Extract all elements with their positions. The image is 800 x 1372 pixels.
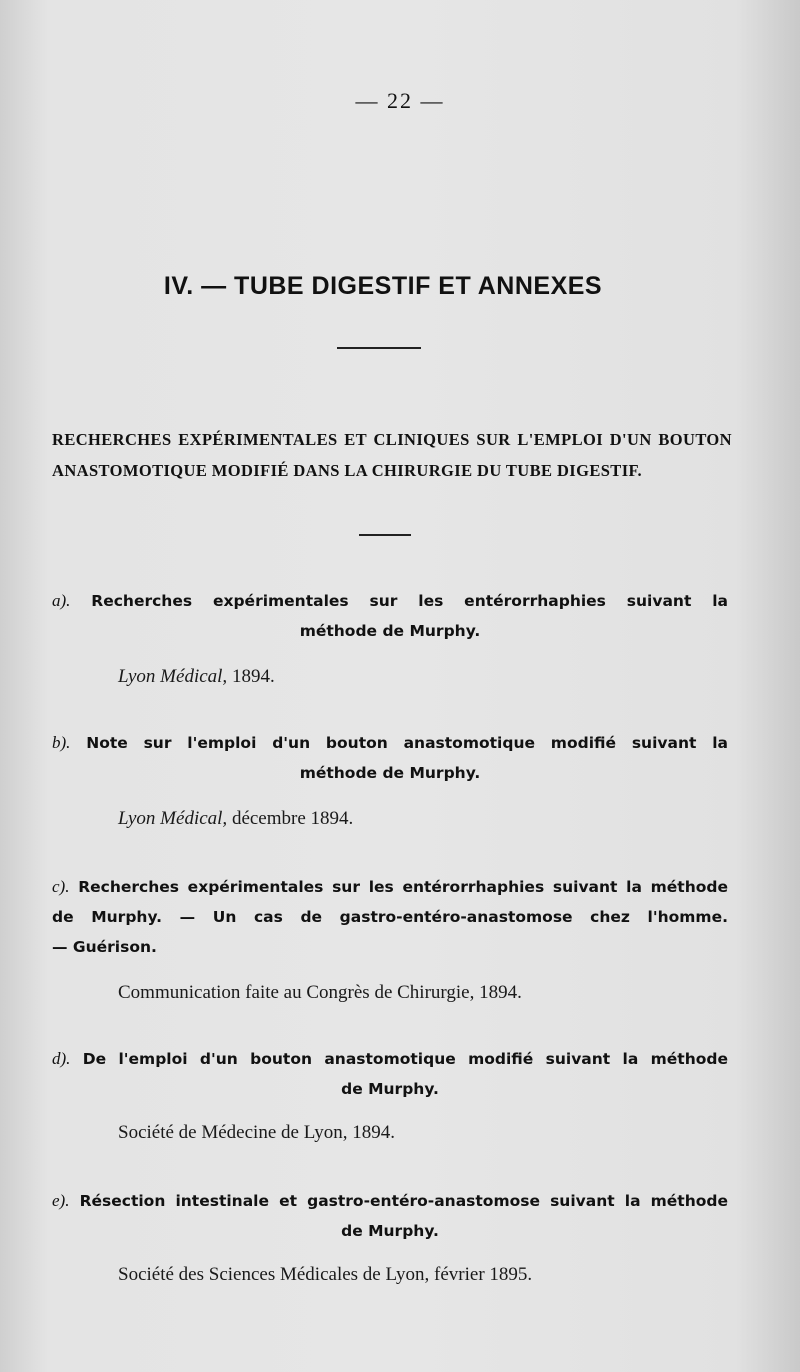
main-title: RECHERCHES EXPÉRIMENTALES ET CLINIQUES SUR L'EMPLOI D'UN BOUTON ANASTOMOTIQUE MODIFIÉ DANS LA CHIRURGIE DU TUBE DIGESTIF. [52,430,732,480]
entry-c [52,872,728,962]
entry-line: a). Recherches expérimentales sur les entérorrhaphies suivant la [52,591,728,610]
entry-letter: b). [52,733,71,752]
entry-reference: Lyon Médical, décembre 1894. [118,808,354,829]
entry-letter: e). [52,1191,70,1210]
entry-line: b). Note sur l'emploi d'un bouton anastomotique modifié suivant la [52,733,728,752]
journal-name: Lyon Médical, [118,808,228,829]
entry-letter: c). [52,877,70,896]
entry-e [52,1186,728,1246]
entry-a [52,586,728,646]
divider-rule [337,347,421,349]
entry-line: — Guérison. [52,938,157,956]
entry-d [52,1044,728,1104]
entry-line: c). Recherches expérimentales sur les entérorrhaphies suivant la méthode [52,877,729,896]
entry-b [52,728,728,788]
entry-letter: a). [52,591,71,610]
entry-line: e). Résection intestinale et gastro-entéro-anastomose suivant la méthode [52,1191,728,1210]
entry-line: de Murphy. [341,1080,439,1098]
section-title: IV. — TUBE DIGESTIF ET ANNEXES [163,272,603,300]
entry-reference: Lyon Médical, 1894. [118,666,275,687]
entry-reference: Communication faite au Congrès de Chirurgie, 1894. [118,982,522,1003]
entry-line: de Murphy. — Un cas de gastro-entéro-anastomose chez l'homme. [52,908,728,926]
entry-line: de Murphy. [341,1222,439,1240]
entry-reference: Société des Sciences Médicales de Lyon, février 1895. [118,1264,533,1285]
divider-rule [359,534,411,536]
entry-line: d). De l'emploi d'un bouton anastomotique modifié suivant la méthode [52,1049,729,1068]
entry-reference: Société de Médecine de Lyon, 1894. [118,1122,396,1143]
journal-name: Lyon Médical, [118,666,228,687]
entry-line: méthode de Murphy. [299,622,481,640]
entry-letter: d). [52,1049,71,1068]
page-number: — 22 — [355,88,445,113]
entry-line: méthode de Murphy. [299,764,481,782]
